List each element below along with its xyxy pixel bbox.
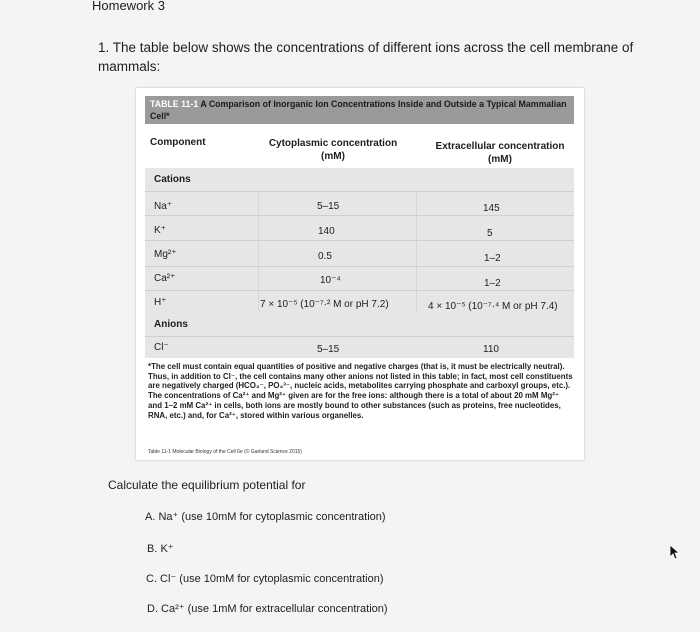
ion-h: H⁺ (154, 297, 167, 308)
extra-na: 145 (483, 203, 500, 214)
table-caption (150, 98, 575, 122)
table-footnote: *The cell must contain equal quantities of positive and negative charges (that is, it must be electrically neutral). Thus, in addition to Cl⁻, the cell contains many other anions not listed in this table; in fact, most cell constituents are negatively charged (HCO₃⁻, PO₄³⁻, nucleic acids, metabolites carrying phosphate and carboxyl groups, etc.). The concentrations of Ca²⁺ and Mg²⁺ given are for the free ions: although there is a total of about 20 mM Mg²⁺ and 1–2 mM Ca²⁺ in cells, both ions are mostly bound to other substances (such as proteins, free nucleotides, RNA, etc.) and, for Ca²⁺, stored within various organelles. (148, 362, 573, 420)
table-number: TABLE 11-1 (150, 99, 199, 109)
ion-k: K⁺ (154, 225, 166, 236)
row-divider (145, 290, 574, 291)
mouse-pointer-icon (669, 544, 681, 560)
row-divider (145, 191, 574, 192)
task-a: A. Na⁺ (use 10mM for cytoplasmic concentration) (145, 511, 386, 523)
group-cations: Cations (154, 174, 191, 185)
header-cyto-line1: Cytoplasmic concentration (268, 138, 398, 149)
table-caption-text: A Comparison of Inorganic Ion Concentrations Inside and Outside a Typical Mammalian Cell* (150, 99, 567, 121)
group-anions: Anions (154, 319, 188, 330)
row-divider (145, 240, 574, 241)
cyto-h: 7 × 10⁻⁵ (10⁻⁷·² M or pH 7.2) (260, 299, 389, 310)
task-b: B. K⁺ (147, 543, 174, 555)
cyto-k: 140 (318, 226, 335, 237)
cyto-ca: 10⁻⁴ (320, 275, 341, 286)
header-extra-line2: (mM) (488, 154, 512, 165)
question-line-2: mammals: (98, 59, 161, 74)
row-divider (145, 215, 574, 216)
header-cyto-line2: (mM) (321, 151, 345, 162)
header-extracellular (425, 140, 575, 166)
cyto-na: 5–15 (317, 201, 340, 212)
table-credit: Table 11-1 Molecular Biology of the Cell 6e (© Garland Science 2015) (148, 449, 302, 455)
cyto-cl: 5–15 (317, 344, 340, 355)
ion-cl: Cl⁻ (154, 342, 169, 353)
cyto-mg: 0.5 (318, 251, 332, 262)
extra-ca: 1–2 (484, 278, 501, 289)
header-component: Component (150, 137, 206, 148)
table-body (145, 168, 574, 358)
extra-mg: 1–2 (484, 253, 501, 264)
table-caption-bar (145, 96, 574, 124)
task-d: D. Ca²⁺ (use 1mM for extracellular concentration) (147, 603, 388, 615)
row-divider (145, 266, 574, 267)
column-divider (258, 191, 259, 311)
header-extra-line1: Extracellular concentration (435, 141, 565, 152)
task-c: C. Cl⁻ (use 10mM for cytoplasmic concentration) (146, 573, 384, 585)
question-line-1: 1. The table below shows the concentrations of different ions across the cell membrane of (98, 40, 634, 55)
ion-na: Na⁺ (154, 201, 173, 212)
column-divider (416, 191, 417, 311)
ion-ca: Ca²⁺ (154, 273, 176, 284)
header-cytoplasmic (258, 137, 408, 163)
extra-h: 4 × 10⁻⁵ (10⁻⁷·⁴ M or pH 7.4) (428, 301, 558, 312)
ion-mg: Mg²⁺ (154, 249, 177, 260)
extra-k: 5 (487, 228, 493, 239)
extra-cl: 110 (483, 344, 499, 355)
calc-prompt: Calculate the equilibrium potential for (108, 478, 306, 492)
page-title: Homework 3 (92, 0, 165, 13)
question-text (98, 38, 633, 76)
table-header (145, 124, 574, 168)
ion-concentration-table-image (136, 88, 584, 460)
row-divider (145, 336, 574, 337)
